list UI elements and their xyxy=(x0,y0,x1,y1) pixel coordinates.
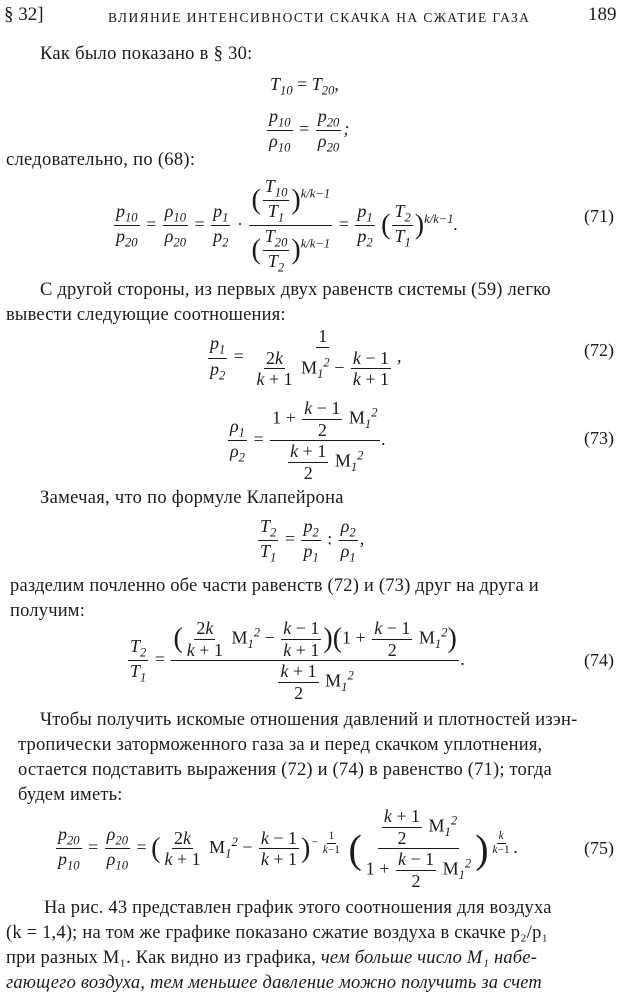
figure-line-1: На рис. 43 представлен график этого соотношения для воздуха xyxy=(44,898,552,918)
divide-line-2: получим: xyxy=(10,601,86,621)
clapeyron-text: Замечая, что по формуле Клапейрона xyxy=(40,488,344,508)
equation-72: $\frac{p_1}{p_2}$ = 1 $\frac{2k}{k + 1}$ $M_1^2$ − $\frac{k - 1}{k + 1}$ , xyxy=(210,326,402,390)
running-title: ВЛИЯНИЕ ИНТЕНСИВНОСТИ СКАЧКА НА СЖАТИЕ ГАЗА xyxy=(108,10,531,25)
equation-number-74: (74) xyxy=(584,650,614,670)
figure-line-3-emphasis: чем больше число M₁ набе- xyxy=(320,948,538,968)
figure-line-3 xyxy=(6,946,624,971)
equation-71: $\frac{p_{10}}{p_{20}}$ = $\frac{\rho_{10}}{\rho_{20}}$ = $\frac{p_1}{p_2}$ · ( $\frac{T_{10}}{T_1}$ )$^{k/k-1}$ ( $\frac{T_{20}}{T_2}$ )$^{k/k-1}$ = $\frac{p_1}{p_2}$ ( $\frac{T_2}{T_1}$ )$^{k/k-1}$. xyxy=(116,176,459,275)
other-side-paragraph xyxy=(6,278,620,328)
formula-temperature-equality: $T_{10} = T_{20}$, xyxy=(270,74,339,98)
divide-paragraph xyxy=(10,574,622,624)
formula-pressure-density-ratio: $\frac{p_{10}}{\rho_{10}}$ = $\frac{p_{20}}{\rho_{20}}$ ; xyxy=(269,106,350,155)
figure-paragraph xyxy=(6,896,624,996)
obtain-line-2: тропически заторможенного газа за и перед скачком уплотнения, xyxy=(18,735,543,755)
equation-73: $\frac{\rho_1}{\rho_2}$ = 1 + $\frac{k - 1}{2}$ $M_1^2$ $\frac{k + 1}{2}$ $M_1^2$ . xyxy=(230,398,387,484)
figure-line-4: гающего воздуха, тем меньшее давление можно получить за счет xyxy=(6,973,542,993)
section-label: § 32] xyxy=(4,4,44,25)
page-number: 189 xyxy=(588,4,617,25)
consequently-text: следовательно, по (68): xyxy=(6,150,196,170)
equation-75: $\frac{p_{20}}{p_{10}}$ = $\frac{\rho_{20}}{\rho_{10}}$ = ( $\frac{2k}{k + 1}$ $M_1^2$ − $\frac{k - 1}{k + 1}$ )$^{- \frac{1}{k-1}}$ ( $\frac{k + 1}{2}$ $M_1^2$ 1 + $\frac{k - 1}{2}$ $M_1^2$ ) $^{\frac{k}{k-1}}$ . xyxy=(58,806,519,892)
obtain-line-3: остается подставить выражения (72) и (74) в равенство (71); тогда xyxy=(18,760,552,780)
other-side-line-1: С другой стороны, из первых двух равенств системы (59) легко xyxy=(40,280,551,300)
figure-line-2: (k = 1,4); на том же графике показано сжатие воздуха в скачке p₂/p₁ xyxy=(6,923,549,943)
divide-line-1: разделим почленно обе части равенств (72) и (73) друг на друга и xyxy=(10,576,539,596)
equation-number-73: (73) xyxy=(584,428,614,448)
equation-74: $\frac{T_2}{T_1}$ = ( $\frac{2k}{k + 1}$ $M_1^2$ − $\frac{k - 1}{k + 1}$ )(1 + $\frac{k - 1}{2}$ $M_1^2$) $\frac{k + 1}{2}$ $M_1^2$ . xyxy=(130,618,466,704)
equation-number-75: (75) xyxy=(584,838,614,858)
intro-text: Как было показано в § 30: xyxy=(40,44,253,64)
equation-number-71: (71) xyxy=(584,206,614,226)
equation-number-72: (72) xyxy=(584,340,614,360)
figure-line-3-plain: при разных M₁. Как видно из графика, xyxy=(6,948,321,968)
obtain-line-4: будем иметь: xyxy=(18,785,123,805)
other-side-line-2: вывести следующие соотношения: xyxy=(6,305,286,325)
obtain-paragraph xyxy=(18,708,622,808)
formula-clapeyron: $\frac{T_2}{T_1}$ = $\frac{p_2}{p_1}$ : $\frac{\rho_2}{\rho_1}$ , xyxy=(260,516,365,565)
obtain-line-1: Чтобы получить искомые отношения давлений и плотностей изэн- xyxy=(40,710,578,730)
